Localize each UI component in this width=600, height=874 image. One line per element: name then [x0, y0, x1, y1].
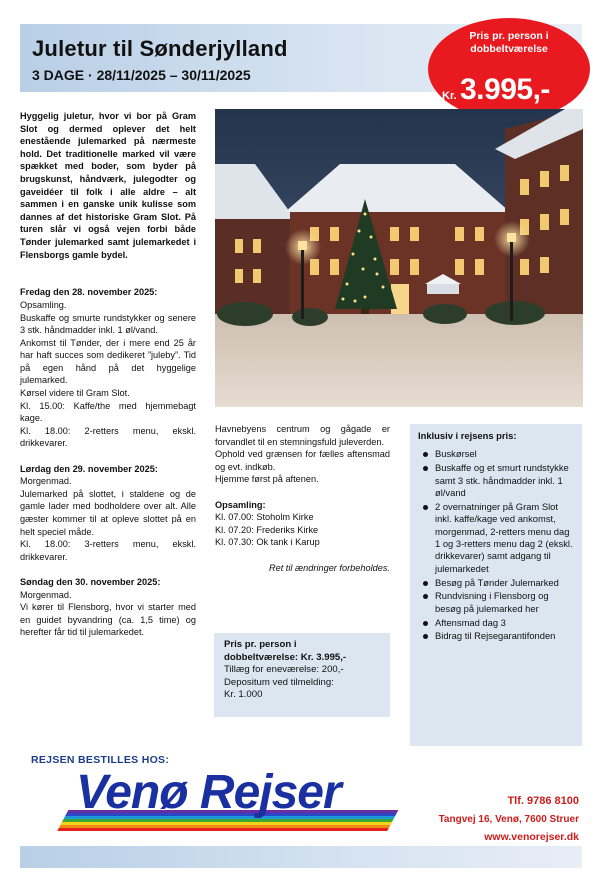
page-title: Juletur til Sønderjylland: [32, 36, 288, 61]
price-line: Kr. 1.000: [224, 689, 263, 701]
day3-line: Morgenmad.: [20, 589, 72, 600]
pickup-item: Kl. 07.20: Frederiks Kirke: [215, 524, 319, 535]
day1-line: Opsamling.: [20, 299, 67, 310]
gram-slot-photo: [215, 109, 583, 407]
pickup-item: Kl. 07.00: Stoholm Kirke: [215, 512, 314, 523]
middle-para: Ophold ved grænsen for fælles aftensmad og evt. indkøb.: [215, 449, 390, 472]
day2-title: Lørdag den 29. november 2025:: [20, 463, 158, 474]
list-item: Aftensmad dag 3: [418, 617, 576, 629]
castle-christmas-illustration: [215, 109, 583, 407]
address: Tangvej 16, Venø, 7600 Struer: [438, 814, 579, 825]
price-line: Pris pr. person i: [224, 639, 297, 650]
included-box: [410, 424, 582, 746]
day2-line: Morgenmad.: [20, 476, 72, 487]
day2-line: Kl. 18.00: 3-retters menu, ekskl. drikkevarer.: [20, 539, 196, 562]
price-badge-line1: Pris pr. person i: [469, 30, 549, 42]
intro-text: Hyggelig juletur, hvor vi bor på Gram Slot og dermed oplever det helt enestående julemarked på nærmeste hold. Det traditionelle marked vil være spækket med boder, som byder på brugskunst, håndværk, julegodter og gaveidéer til folk i alle aldre – alt sammen i en ganske unik kulisse som dannes af det historiske Gram Slot. På turen slår vi også vejen forbi både Tønder julemarked samt julemarkedet i Flensborgs gamle bydel.: [20, 111, 196, 260]
price-badge-amount: 3.995,-: [460, 73, 550, 106]
day1-line: Buskaffe og smurte rundstykker og senere 3 stk. håndmadder inkl. 1 øl/vand.: [20, 312, 196, 336]
veno-rejser-logo: [62, 766, 392, 836]
pickup-item: Kl. 07.30: Ok tank i Karup: [215, 537, 320, 548]
day1-line: Kl. 18.00: 2-retters menu, ekskl. drikkevarer.: [20, 425, 196, 449]
price-badge-currency: Kr.: [442, 90, 457, 102]
middle-para: Hjemme først på aftenen.: [215, 474, 319, 485]
footer-band: [20, 846, 582, 868]
disclaimer: Ret til ændringer forbeholdes.: [268, 562, 390, 573]
day1-line: Ankomst til Tønder, der i mere end 25 år har haft succes som dedikeret ”juleby”. Tid på egen hånd på det hyggelige julemarked.: [20, 337, 196, 386]
list-item: Besøg på Tønder Julemarked: [418, 577, 576, 589]
list-item: Buskaffe og et smurt rundstykke samt 3 stk. håndmadder inkl. 1 øl/vand: [418, 462, 576, 499]
price-info-box: [214, 633, 390, 717]
day1-line: Kørsel videre til Gram Slot.: [20, 388, 130, 399]
day2-line: Julemarked på slottet, i staldene og de gamle lader med bodholdere over alt. Alle gæster kommer til at opleve slottet på en helt speciel måde.: [20, 488, 196, 537]
price-line: dobbeltværelse: Kr. 3.995,-: [224, 651, 347, 663]
phone-number: Tlf. 9786 8100: [507, 795, 579, 807]
contact-info: [439, 795, 579, 843]
day1-title: Fredag den 28. november 2025:: [20, 287, 158, 298]
included-title: Inklusiv i rejsens pris:: [418, 430, 517, 441]
included-list: [418, 448, 576, 642]
itinerary-column: [20, 110, 196, 639]
website-link[interactable]: www.venorejser.dk: [484, 831, 579, 843]
price-line: Tillæg for eneværelse: 200,-: [224, 664, 344, 676]
list-item: Buskørsel: [418, 448, 576, 460]
trip-dates: 3 DAGE · 28/11/2025 – 30/11/2025: [32, 67, 251, 83]
price-badge: [428, 18, 590, 120]
middle-para: Havnebyens centrum og gågade er forvandlet til en stemningsfuld juleverden.: [215, 424, 390, 447]
price-line: Depositum ved tilmelding:: [224, 676, 334, 688]
list-item: 2 overnatninger på Gram Slot inkl. kaffe/kage ved ankomst, morgenmad, 2-retters menu dag 1 og 3-retters menu dag 2 (ekskl. drikkevarer) samt adgang til julemarkedet: [418, 501, 576, 575]
logo-text: Venø Rejser: [76, 766, 341, 819]
booking-label: REJSEN BESTILLES HOS:: [31, 754, 170, 766]
day1-line: Kl. 15.00: Kaffe/the med hjemmebagt kage.: [20, 400, 196, 424]
day3-title: Søndag den 30. november 2025:: [20, 576, 161, 587]
price-badge-line2: dobbeltværelse: [470, 43, 548, 55]
itinerary-continued: [215, 423, 390, 574]
pickup-title: Opsamling:: [215, 499, 266, 510]
list-item: Bidrag til Rejsegarantifonden: [418, 630, 576, 642]
day3-line: Vi kører til Flensborg, hvor vi starter med en guidet byvandring (ca. 1,5 time) og herefter får tid til julemarkedet.: [20, 602, 196, 638]
list-item: Rundvisning i Flensborg og besøg på julemarked her: [418, 590, 576, 615]
